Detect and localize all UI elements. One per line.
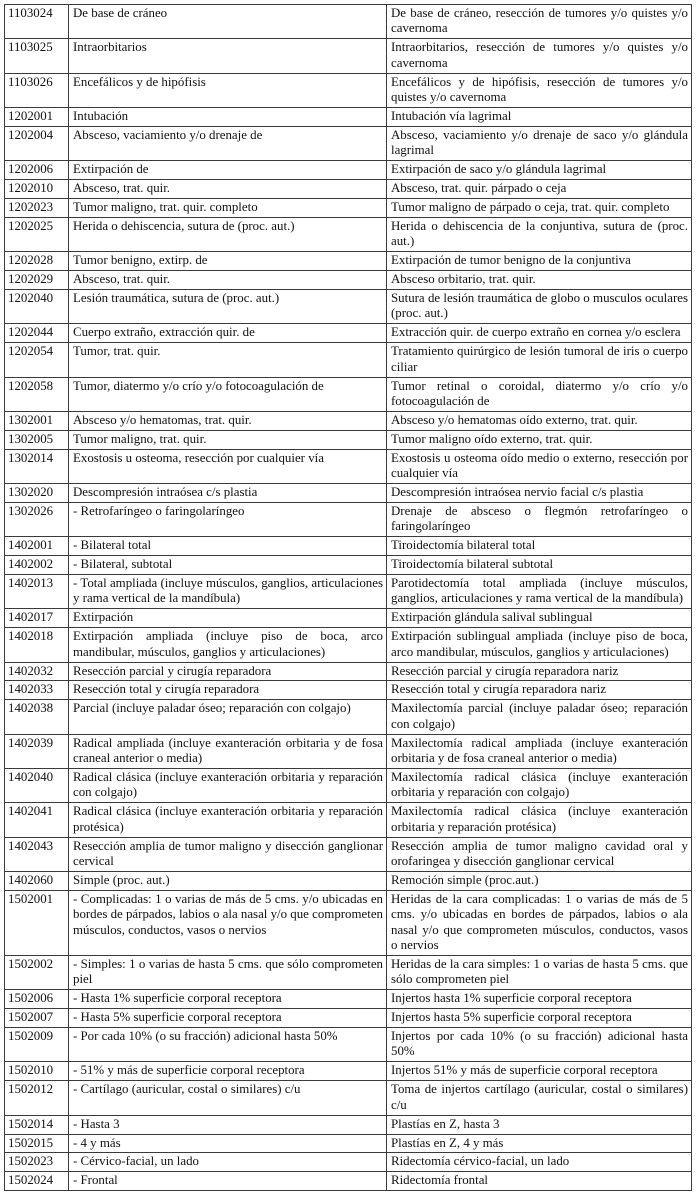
- table-row: [5, 662, 692, 681]
- procedure-description: Intubación vía lagrimal: [387, 107, 692, 126]
- procedure-code: 1302026: [5, 502, 69, 536]
- table-row: [5, 198, 692, 217]
- table-row: [5, 1028, 692, 1062]
- table-row: [5, 1009, 692, 1028]
- procedure-name: - Hasta 1% superficie corporal receptora: [69, 990, 387, 1009]
- procedure-name: Radical ampliada (incluye exanteración orbitaria y de fosa craneal anterior o media): [69, 734, 387, 768]
- procedure-description: Tumor maligno de párpado o ceja, trat. quir. completo: [387, 198, 692, 217]
- procedure-code: 1502006: [5, 990, 69, 1009]
- table-row: [5, 1062, 692, 1081]
- procedure-name: Extirpación ampliada (incluye piso de boca, arco mandibular, músculos, ganglios y articulaciones): [69, 628, 387, 662]
- procedure-name: Absceso y/o hematomas, trat. quir.: [69, 411, 387, 430]
- procedure-description: Injertos por cada 10% (o su fracción) adicional hasta 50%: [387, 1028, 692, 1062]
- procedure-name: - Hasta 5% superficie corporal receptora: [69, 1009, 387, 1028]
- procedure-description: Maxilectomía radical clásica (incluye exanteración orbitaria y reparación protésica): [387, 803, 692, 837]
- procedure-code: 1502012: [5, 1081, 69, 1115]
- table-row: [5, 837, 692, 871]
- table-row: [5, 411, 692, 430]
- table-row: [5, 628, 692, 662]
- procedure-description: Drenaje de absceso o flegmón retrofaríngeo o faringolaríngeo: [387, 502, 692, 536]
- procedures-table-body: [5, 5, 692, 1191]
- procedure-name: - Cartílago (auricular, costal o similares) c/u: [69, 1081, 387, 1115]
- procedure-code: 1402038: [5, 700, 69, 734]
- procedure-code: 1302014: [5, 449, 69, 483]
- table-row: [5, 377, 692, 411]
- procedure-description: Tumor maligno oído externo, trat. quir.: [387, 430, 692, 449]
- procedure-code: 1402001: [5, 537, 69, 556]
- procedure-name: Descompresión intraósea c/s plastia: [69, 483, 387, 502]
- procedure-name: Absceso, trat. quir.: [69, 271, 387, 290]
- procedure-code: 1202010: [5, 180, 69, 199]
- table-row: [5, 1172, 692, 1191]
- procedure-code: 1103025: [5, 39, 69, 73]
- procedure-description: Parotidectomía total ampliada (incluye músculos, ganglios, articulaciones y rama vertical de la mandíbula): [387, 575, 692, 609]
- procedure-code: 1202058: [5, 377, 69, 411]
- procedure-name: Tumor benigno, extirp. de: [69, 252, 387, 271]
- procedure-code: 1402040: [5, 768, 69, 802]
- procedures-table: [4, 4, 692, 1191]
- procedure-description: Plastías en Z, 4 y más: [387, 1134, 692, 1153]
- procedure-name: - Retrofaríngeo o faringolaríngeo: [69, 502, 387, 536]
- procedure-name: Absceso, trat. quir.: [69, 180, 387, 199]
- procedure-description: De base de cráneo, resección de tumores y/o quistes y/o cavernoma: [387, 5, 692, 39]
- table-row: [5, 271, 692, 290]
- procedure-name: Intubación: [69, 107, 387, 126]
- procedure-code: 1402018: [5, 628, 69, 662]
- procedure-code: 1502024: [5, 1172, 69, 1191]
- procedure-description: Heridas de la cara complicadas: 1 o varias de más de 5 cms. y/o ubicadas en bordes de párpados, labios o ala nasal y/o que comprometen músculos, conductos, vasos o nervios: [387, 890, 692, 955]
- procedure-code: 1402060: [5, 871, 69, 890]
- table-row: [5, 871, 692, 890]
- table-row: [5, 126, 692, 160]
- procedure-name: - Hasta 3: [69, 1115, 387, 1134]
- procedure-description: Herida o dehiscencia de la conjuntiva, sutura de (proc. aut.): [387, 217, 692, 251]
- procedure-code: 1202001: [5, 107, 69, 126]
- procedure-description: Maxilectomía radical ampliada (incluye exanteración orbitaria y de fosa craneal anterior o media): [387, 734, 692, 768]
- procedure-code: 1502015: [5, 1134, 69, 1153]
- procedure-description: Resección amplia de tumor maligno cavidad oral y orofaringea y disección ganglionar cervical: [387, 837, 692, 871]
- procedure-name: Tumor maligno, trat. quir.: [69, 430, 387, 449]
- procedure-name: - 4 y más: [69, 1134, 387, 1153]
- procedure-name: Parcial (incluye paladar óseo; reparación con colgajo): [69, 700, 387, 734]
- table-row: [5, 39, 692, 73]
- procedure-description: Intraorbitarios, resección de tumores y/o quistes y/o cavernoma: [387, 39, 692, 73]
- table-row: [5, 609, 692, 628]
- procedure-name: - Cérvico-facial, un lado: [69, 1153, 387, 1172]
- table-row: [5, 5, 692, 39]
- procedure-code: 1402013: [5, 575, 69, 609]
- table-row: [5, 107, 692, 126]
- procedure-code: 1202054: [5, 343, 69, 377]
- procedure-name: - Complicadas: 1 o varias de más de 5 cms. y/o ubicadas en bordes de párpados, labios o ala nasal y/o que comprometen músculos, conductos, vasos o nervios: [69, 890, 387, 955]
- procedure-name: - Por cada 10% (o su fracción) adicional hasta 50%: [69, 1028, 387, 1062]
- procedure-code: 1202006: [5, 161, 69, 180]
- procedure-name: Lesión traumática, sutura de (proc. aut.): [69, 290, 387, 324]
- procedure-name: Encefálicos y de hipófisis: [69, 73, 387, 107]
- procedure-code: 1202004: [5, 126, 69, 160]
- procedure-name: Tumor, diatermo y/o crío y/o fotocoagulación de: [69, 377, 387, 411]
- procedure-description: Absceso, trat. quir. párpado o ceja: [387, 180, 692, 199]
- procedure-description: Sutura de lesión traumática de globo o musculos oculares (proc. aut.): [387, 290, 692, 324]
- procedure-code: 1402041: [5, 803, 69, 837]
- table-row: [5, 955, 692, 989]
- procedure-name: - Simples: 1 o varias de hasta 5 cms. que sólo comprometen piel: [69, 955, 387, 989]
- procedure-description: Extirpación sublingual ampliada (incluye piso de boca, arco mandibular, músculos, ganglios y articulaciones): [387, 628, 692, 662]
- procedure-name: Absceso, vaciamiento y/o drenaje de: [69, 126, 387, 160]
- table-row: [5, 483, 692, 502]
- procedure-name: - 51% y más de superficie corporal receptora: [69, 1062, 387, 1081]
- table-row: [5, 768, 692, 802]
- procedure-code: 1202044: [5, 324, 69, 343]
- procedure-code: 1202025: [5, 217, 69, 251]
- table-row: [5, 1153, 692, 1172]
- procedure-code: 1502002: [5, 955, 69, 989]
- table-row: [5, 180, 692, 199]
- procedure-name: Resección total y cirugía reparadora: [69, 681, 387, 700]
- procedure-name: Radical clásica (incluye exanteración orbitaria y reparación con colgajo): [69, 768, 387, 802]
- procedure-name: - Bilateral, subtotal: [69, 556, 387, 575]
- procedure-description: Descompresión intraósea nervio facial c/s plastia: [387, 483, 692, 502]
- procedure-name: Extirpación: [69, 609, 387, 628]
- procedure-description: Absceso orbitario, trat. quir.: [387, 271, 692, 290]
- table-row: [5, 449, 692, 483]
- procedure-code: 1502023: [5, 1153, 69, 1172]
- procedure-code: 1402017: [5, 609, 69, 628]
- procedure-code: 1502009: [5, 1028, 69, 1062]
- procedure-code: 1402039: [5, 734, 69, 768]
- procedure-name: De base de cráneo: [69, 5, 387, 39]
- procedure-name: Simple (proc. aut.): [69, 871, 387, 890]
- table-row: [5, 343, 692, 377]
- procedure-description: Extirpación de tumor benigno de la conjuntiva: [387, 252, 692, 271]
- table-row: [5, 502, 692, 536]
- procedure-description: Tiroidectomía bilateral total: [387, 537, 692, 556]
- table-row: [5, 324, 692, 343]
- procedure-description: Resección total y cirugía reparadora nariz: [387, 681, 692, 700]
- procedure-code: 1202040: [5, 290, 69, 324]
- procedure-description: Injertos 51% y más de superficie corporal receptora: [387, 1062, 692, 1081]
- procedure-description: Remoción simple (proc.aut.): [387, 871, 692, 890]
- procedure-code: 1502014: [5, 1115, 69, 1134]
- procedure-name: - Total ampliada (incluye músculos, ganglios, articulaciones y rama vertical de la mandíbula): [69, 575, 387, 609]
- procedure-code: 1502001: [5, 890, 69, 955]
- procedure-code: 1302001: [5, 411, 69, 430]
- table-row: [5, 990, 692, 1009]
- procedure-description: Toma de injertos cartílago (auricular, costal o similares) c/u: [387, 1081, 692, 1115]
- procedure-name: Herida o dehiscencia, sutura de (proc. aut.): [69, 217, 387, 251]
- table-row: [5, 556, 692, 575]
- procedure-name: Tumor maligno, trat. quir. completo: [69, 198, 387, 217]
- procedure-description: Extirpación de saco y/o glándula lagrimal: [387, 161, 692, 180]
- procedure-code: 1202023: [5, 198, 69, 217]
- procedure-description: Extracción quir. de cuerpo extraño en cornea y/o esclera: [387, 324, 692, 343]
- procedure-description: Resección parcial y cirugía reparadora nariz: [387, 662, 692, 681]
- procedure-description: Ridectomía cérvico-facial, un lado: [387, 1153, 692, 1172]
- table-row: [5, 681, 692, 700]
- procedure-description: Tratamiento quirúrgico de lesión tumoral de iris o cuerpo ciliar: [387, 343, 692, 377]
- procedure-name: Extirpación de: [69, 161, 387, 180]
- procedure-description: Injertos hasta 1% superficie corporal receptora: [387, 990, 692, 1009]
- table-row: [5, 734, 692, 768]
- procedure-description: Heridas de la cara simples: 1 o varias de hasta 5 cms. que sólo comprometen piel: [387, 955, 692, 989]
- table-row: [5, 73, 692, 107]
- table-row: [5, 700, 692, 734]
- table-row: [5, 217, 692, 251]
- procedure-description: Maxilectomía radical clásica (incluye exanteración orbitaria y reparación con colgajo): [387, 768, 692, 802]
- procedure-code: 1103026: [5, 73, 69, 107]
- procedure-code: 1202029: [5, 271, 69, 290]
- table-row: [5, 430, 692, 449]
- procedure-name: Cuerpo extraño, extracción quir. de: [69, 324, 387, 343]
- procedure-description: Extirpación glándula salival sublingual: [387, 609, 692, 628]
- procedure-code: 1402002: [5, 556, 69, 575]
- procedure-description: Injertos hasta 5% superficie corporal receptora: [387, 1009, 692, 1028]
- table-row: [5, 803, 692, 837]
- procedure-name: - Frontal: [69, 1172, 387, 1191]
- procedure-code: 1502010: [5, 1062, 69, 1081]
- procedure-description: Plastías en Z, hasta 3: [387, 1115, 692, 1134]
- table-row: [5, 1115, 692, 1134]
- procedure-description: Tiroidectomía bilateral subtotal: [387, 556, 692, 575]
- procedure-name: Intraorbitarios: [69, 39, 387, 73]
- procedure-code: 1302005: [5, 430, 69, 449]
- procedure-description: Maxilectomía parcial (incluye paladar óseo; reparación con colgajo): [387, 700, 692, 734]
- procedure-name: Radical clásica (incluye exanteración orbitaria y reparación protésica): [69, 803, 387, 837]
- procedure-code: 1502007: [5, 1009, 69, 1028]
- procedure-description: Ridectomía frontal: [387, 1172, 692, 1191]
- table-row: [5, 1081, 692, 1115]
- procedure-name: Tumor, trat. quir.: [69, 343, 387, 377]
- table-row: [5, 890, 692, 955]
- procedure-description: Absceso, vaciamiento y/o drenaje de saco y/o glándula lagrimal: [387, 126, 692, 160]
- procedure-description: Exostosis u osteoma oído medio o externo, resección por cualquier vía: [387, 449, 692, 483]
- procedure-description: Absceso y/o hematomas oído externo, trat. quir.: [387, 411, 692, 430]
- procedure-description: Encefálicos y de hipófisis, resección de tumores y/o quistes y/o cavernoma: [387, 73, 692, 107]
- table-row: [5, 537, 692, 556]
- table-row: [5, 1134, 692, 1153]
- procedure-code: 1202028: [5, 252, 69, 271]
- table-row: [5, 290, 692, 324]
- procedure-name: Exostosis u osteoma, resección por cualquier vía: [69, 449, 387, 483]
- procedure-name: Resección amplia de tumor maligno y disección ganglionar cervical: [69, 837, 387, 871]
- procedure-code: 1302020: [5, 483, 69, 502]
- table-row: [5, 252, 692, 271]
- procedure-code: 1103024: [5, 5, 69, 39]
- procedure-code: 1402033: [5, 681, 69, 700]
- procedure-code: 1402032: [5, 662, 69, 681]
- procedure-description: Tumor retinal o coroidal, diatermo y/o crío y/o fotocoagulación de: [387, 377, 692, 411]
- table-row: [5, 161, 692, 180]
- procedure-name: - Bilateral total: [69, 537, 387, 556]
- procedure-name: Resección parcial y cirugía reparadora: [69, 662, 387, 681]
- table-row: [5, 575, 692, 609]
- procedure-code: 1402043: [5, 837, 69, 871]
